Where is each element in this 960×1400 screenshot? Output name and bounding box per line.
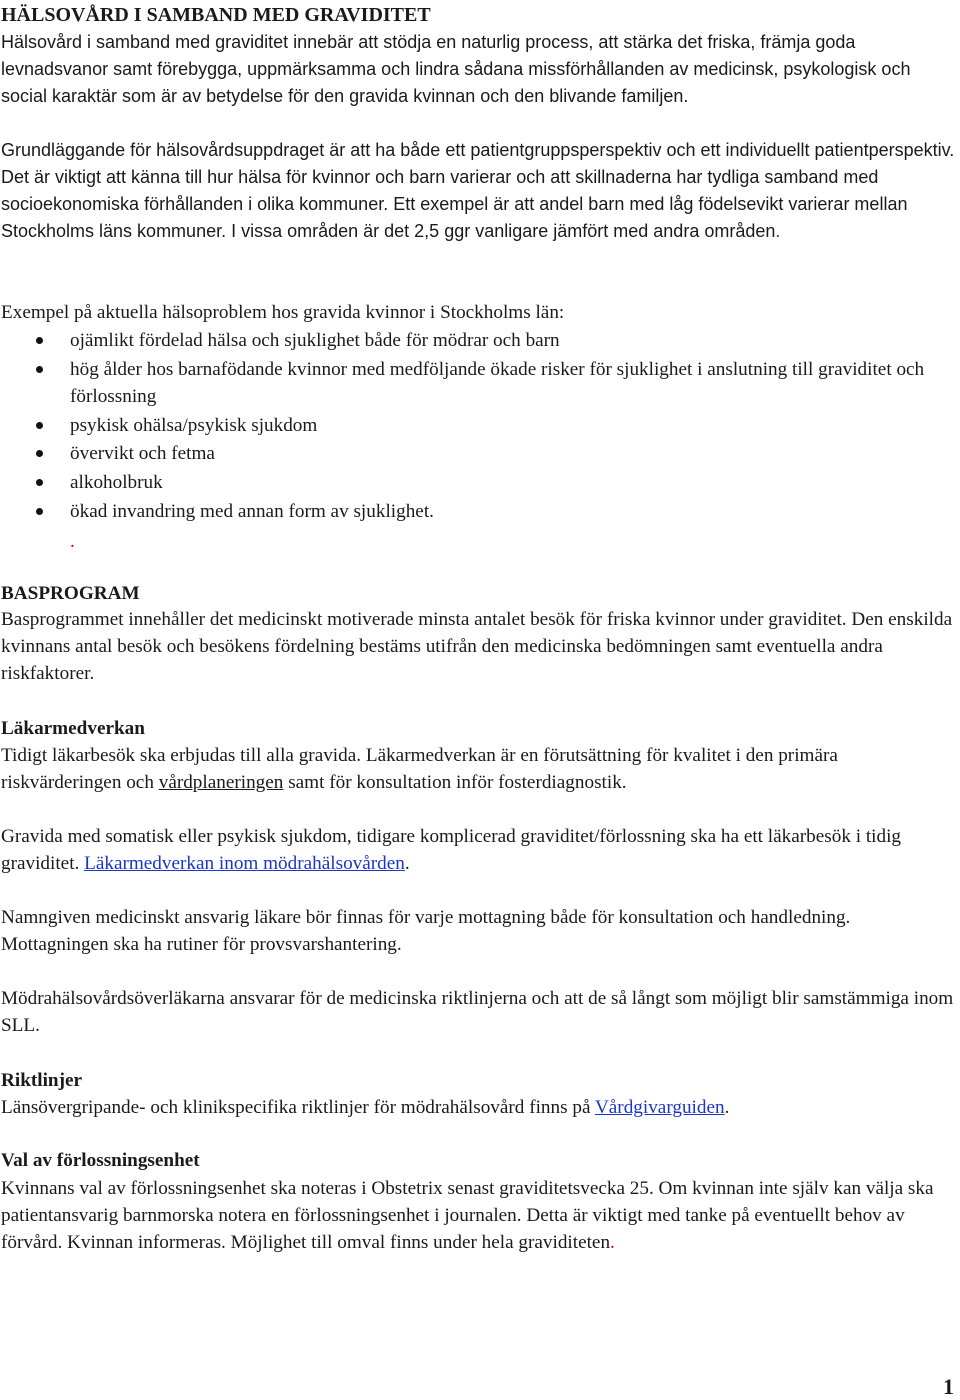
bullet-icon [36,337,43,344]
bullet-icon [36,450,43,457]
health-problems-list [0,327,958,527]
riktlinjer-text: Länsövergripande- och klinikspecifika riktlinjer för mödrahälsovård finns på Vårdgivarguiden. [1,1097,730,1118]
stray-dot: . [70,531,75,552]
list-item: övervikt och fetma [0,440,958,467]
list-item: hög ålder hos barnafödande kvinnor med medföljande ökade risker för sjuklighet i anslutning till graviditet och förlossning [0,356,958,410]
list-item: alkoholbruk [0,469,958,496]
page-title: HÄLSOVÅRD I SAMBAND MED GRAVIDITET [1,4,431,26]
list-item: psykisk ohälsa/psykisk sjukdom [0,412,958,439]
perspective-end: . [775,221,781,241]
lakarmedverkan-heading: Läkarmedverkan [1,718,145,739]
intro-paragraph: Hälsovård i samband med graviditet innebär att stödja en naturlig process, att stärka det friska, främja goda levnadsvanor samt förebygga, uppmärksamma och lindra sådana missförhållanden av medicinsk, psykologisk och social karaktär som är av betydelse för den gravida kvinnan och den blivande familjen. [1,32,911,106]
lakarbesok-paragraph: Gravida med somatisk eller psykisk sjukdom, tidigare komplicerad graviditet/förlossning ska ha ett läkarbesök i tidig graviditet. Läkarmedverkan inom mödrahälsovården. [1,826,902,874]
lakarmedverkan-text: Tidigt läkarbesök ska erbjudas till alla gravida. Läkarmedverkan är en förutsättning för kvalitet i den primära riskvärderingen och vårdplaneringen samt för konsultation inför fosterdiagnostik. [1,745,838,793]
lakarmedverkan-link[interactable]: Läkarmedverkan inom mödrahälsovården [84,853,405,874]
page-number: 1 [943,1374,954,1399]
bullet-icon [36,479,43,486]
vardplanering-term: vårdplaneringen [158,772,284,793]
examples-intro: Exempel på aktuella hälsoproblem hos gravida kvinnor i Stockholms län: [1,302,565,323]
list-item: ojämlikt fördelad hälsa och sjuklighet både för mödrar och barn [0,327,958,354]
riktlinjer-heading: Riktlinjer [1,1070,83,1091]
val-text: Kvinnans val av förlossningsenhet ska noteras i Obstetrix senast graviditetsvecka 25. Om kvinnan inte själv kan välja ska patientansvarig barnmorska notera en förlossningsenhet i journalen. Detta är viktigt med tanke på eventuellt behov av förvård. Kvinnan informeras. Möjlighet till omval finns under hela graviditeten. [1,1178,934,1253]
val-heading: Val av förlossningsenhet [1,1150,200,1171]
perspective-paragraph [1,137,956,245]
perspective-lead: Grundläggande för hälsovårdsuppdraget är att ha både ett patientgruppsperspektiv och ett individuellt patientperspektiv. [1,140,955,160]
basprogram-heading: BASPROGRAM [1,583,140,604]
ansvarig-lakare-paragraph: Namngiven medicinskt ansvarig läkare bör finnas för varje mottagning både för konsultation och handledning. Mottagningen ska ha rutiner för provsvarshantering. [1,907,851,955]
list-item: ökad invandring med annan form av sjuklighet. [0,498,958,525]
overlakare-paragraph: Mödrahälsovårdsöverläkarna ansvarar för de medicinska riktlinjerna och att de så långt som möjligt blir samstämmiga inom SLL. [1,988,954,1036]
vardgivarguiden-link[interactable]: Vårdgivarguiden [594,1097,725,1118]
perspective-body: Det är viktigt att känna till hur hälsa för kvinnor och barn varierar och att skillnaderna har tydliga samband med socioekonomiska förhållanden i olika kommuner. Ett exempel är att andel barn med låg födelsevikt varierar mellan Stockholms läns kommuner. I vissa områden är det 2,5 ggr vanligare jämfört med andra områden [1,167,908,241]
bullet-icon [36,366,43,373]
bullet-icon [36,422,43,429]
bullet-icon [36,508,43,515]
basprogram-text: Basprogrammet innehåller det medicinskt motiverade minsta antalet besök för friska kvinnor under graviditet. Den enskilda kvinnans antal besök och besökens fördelning bestäms utifrån den medicinska bedömningen samt eventuella andra riskfaktorer. [1,609,953,684]
